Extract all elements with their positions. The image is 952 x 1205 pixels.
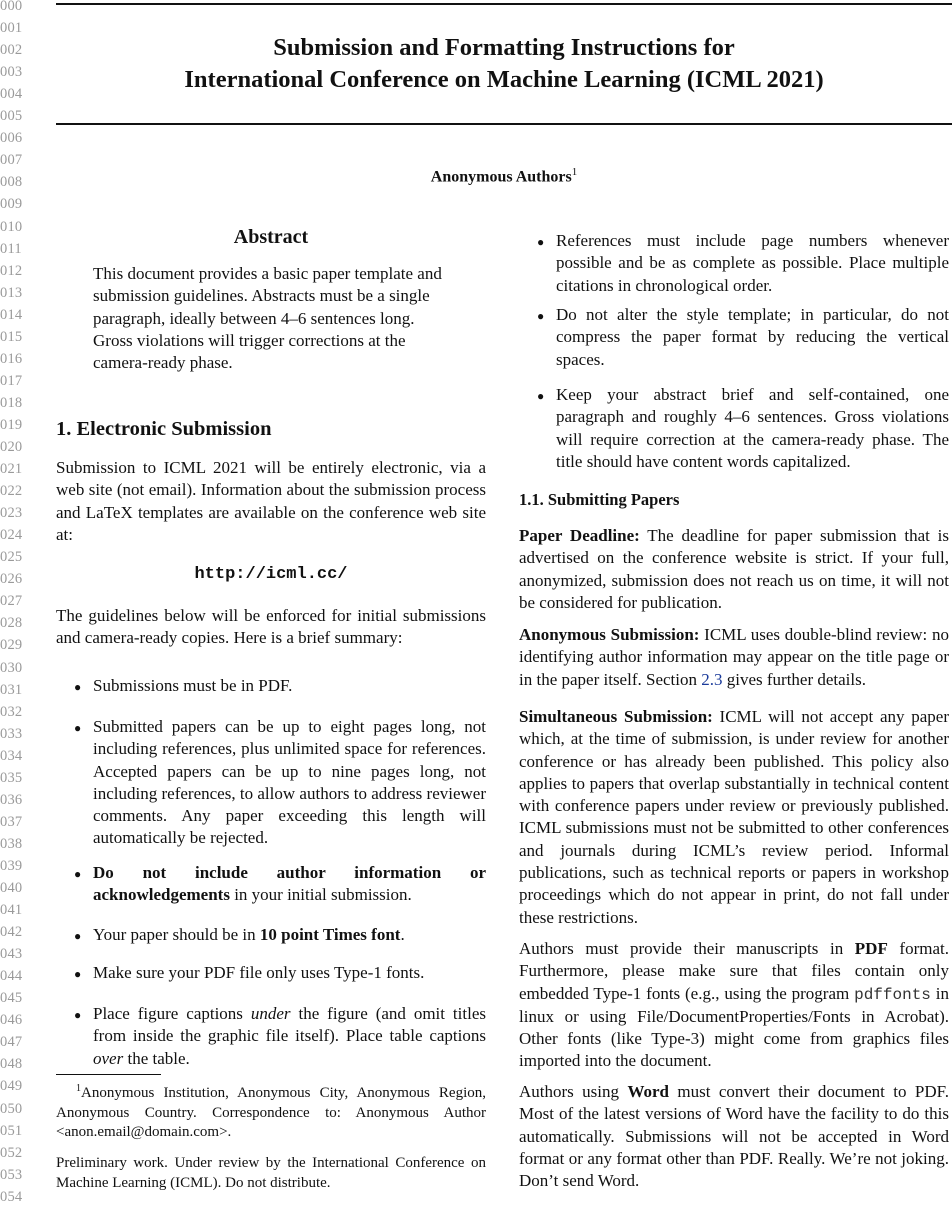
line-number: 007	[0, 152, 23, 169]
line-number: 048	[0, 1056, 23, 1073]
line-number: 028	[0, 615, 23, 632]
bullet-icon: ●	[537, 235, 545, 249]
simul-text: ICML will not accept any paper which, at the time of submission, is under review for another conference or has already been published. This policy also applies to papers that overlap substantially in technical content with conference papers under review or previously published. ICML submissions must not be submitted to other conferences and journals during ICML’s review period. Informal publications, such as technical reports or papers in workshop proceedings which do not appear in print, do not fall under these restrictions.	[519, 707, 949, 927]
anon-text-post: gives further details.	[722, 669, 866, 689]
footnote	[56, 1079, 486, 1143]
line-number: 006	[0, 130, 23, 147]
anonymous-paragraph	[519, 624, 949, 691]
line-number: 022	[0, 483, 23, 500]
line-number: 024	[0, 527, 23, 544]
captions-pre: Place figure captions	[93, 1004, 251, 1023]
line-number: 033	[0, 725, 23, 742]
line-number: 040	[0, 880, 23, 896]
line-number: 037	[0, 813, 23, 830]
line-number: 038	[0, 835, 23, 852]
word-paragraph	[519, 1081, 949, 1192]
line-number: 045	[0, 990, 23, 1007]
line-number: 030	[0, 659, 23, 676]
title-line-2: International Conference on Machine Learning (ICML 2021)	[184, 66, 824, 93]
line-number: 046	[0, 1012, 23, 1029]
deadline-paragraph	[519, 525, 949, 614]
pdf-mid: format. Furthermore, please make sure that files contain only embedded Type-1 fonts (e.g., using the program	[519, 939, 949, 1003]
pdf-bold: PDF	[854, 939, 888, 958]
list-item-pdf: Submissions must be in PDF.	[93, 676, 293, 695]
abstract-text: This document provides a basic paper template and submission guidelines. Abstracts must be a single paragraph, ideally between 4–6 sentences long. Gross violations will trigger corrections at the camera-ready phase.	[93, 264, 442, 373]
line-number: 031	[0, 681, 23, 698]
captions-em-over: over	[93, 1048, 124, 1068]
conference-url[interactable]: http://icml.cc/	[194, 565, 348, 584]
list-item-page-limit: Submitted papers can be up to eight pages long, not including references, plus unlimited space for references. Accepted papers can be up to nine pages long, not including references, to allow authors to address reviewer comments. Any paper exceeding this length will automatically be rejected.	[93, 717, 486, 848]
list-item-abstract: Keep your abstract brief and self-contained, one paragraph and roughly 4–6 sentences. Gross violations will require correction at the camera-ready phase. The title should have content words capitalized.	[556, 385, 949, 471]
pdf-pre: Authors must provide their manuscripts in	[519, 939, 855, 958]
section-1-intro	[56, 457, 486, 546]
line-number: 020	[0, 439, 23, 455]
line-number: 011	[0, 240, 22, 257]
line-number: 052	[0, 1144, 23, 1161]
line-number: 053	[0, 1166, 23, 1183]
pdffonts-code: pdffonts	[854, 985, 931, 1004]
line-number: 029	[0, 637, 23, 654]
bullet-icon: ●	[537, 389, 545, 403]
bullet-icon: ●	[74, 929, 82, 943]
bullet-icon: ●	[74, 867, 82, 881]
deadline-label: Paper Deadline:	[519, 526, 640, 545]
bullet-icon: ●	[74, 967, 82, 981]
line-number: 023	[0, 505, 23, 522]
latex-logo: LaTeX	[85, 502, 133, 522]
footnote-rule	[56, 1074, 161, 1075]
section-1-heading: 1. Electronic Submission	[56, 418, 272, 440]
simul-label: Simultaneous Submission:	[519, 707, 713, 726]
word-post: must convert their document to PDF. Most of the latest versions of Word have the facility to do this automatically. Submissions will not be accepted in Word format or any format other than PDF. Really. We’re not joking. Don’t send Word.	[519, 1082, 949, 1191]
line-number: 002	[0, 42, 23, 59]
anon-text: ICML uses double-blind review: no identifying author information may appear on the title page or in the paper itself. Section	[519, 625, 949, 689]
list-item-captions	[93, 1003, 486, 1070]
simultaneous-paragraph	[519, 706, 949, 929]
captions-mid: the figure (and omit titles from inside the graphic file itself). Place table captions	[93, 1004, 486, 1046]
intro-text-cont: templates are available on the conference web site at:	[56, 502, 487, 544]
captions-post: the table.	[123, 1048, 190, 1068]
line-number: 042	[0, 924, 23, 941]
author-line	[56, 166, 952, 186]
list-item-style-template: Do not alter the style template; in particular, do not compress the paper format by reducing the vertical spaces.	[556, 305, 949, 369]
line-number: 009	[0, 196, 23, 213]
line-number: 044	[0, 968, 23, 985]
line-number: 047	[0, 1034, 23, 1051]
line-number: 039	[0, 857, 23, 874]
bullet-icon: ●	[74, 1008, 82, 1022]
font-bold: 10 point Times font	[259, 925, 401, 944]
line-number: 017	[0, 372, 23, 389]
word-pre: Authors using	[519, 1082, 628, 1101]
captions-em-under: under	[250, 1004, 291, 1023]
line-number: 008	[0, 174, 23, 191]
pdf-post: in linux or using File/DocumentProperties/Fonts in Acrobat). Other fonts (like Type-3) might come from graphics files imported into the document.	[519, 983, 949, 1071]
footnote-text: Anonymous Institution, Anonymous City, Anonymous Region, Anonymous Country. Correspondence to: Anonymous Author <anon.email@domain.com>.	[56, 1085, 486, 1140]
paper-title	[56, 32, 952, 96]
line-number: 054	[0, 1188, 23, 1205]
line-number: 003	[0, 64, 23, 81]
line-number: 043	[0, 946, 23, 963]
footnote-mark: 1	[76, 1083, 81, 1094]
line-number: 051	[0, 1122, 23, 1139]
line-number: 001	[0, 20, 23, 37]
line-number: 025	[0, 549, 23, 566]
line-number: 021	[0, 461, 23, 478]
bullet-icon: ●	[74, 721, 82, 735]
line-number: 032	[0, 703, 23, 720]
top-rule	[56, 3, 952, 5]
line-number: 049	[0, 1078, 23, 1095]
line-number: 005	[0, 108, 23, 125]
authors: Anonymous Authors	[430, 168, 572, 186]
list-item-type1: Make sure your PDF file only uses Type-1 fonts.	[93, 963, 425, 982]
list-item-references: References must include page numbers whenever possible and be as complete as possible. Place multiple citations in chronological order.	[556, 231, 949, 295]
intro-text: Submission to ICML 2021 will be entirely electronic, via a web site (not email). Information about the submission process and	[56, 458, 486, 522]
font-post: .	[400, 925, 405, 944]
line-number: 027	[0, 593, 23, 610]
line-number: 013	[0, 284, 23, 301]
line-number: 035	[0, 769, 23, 786]
line-number: 019	[0, 416, 23, 433]
line-number: 036	[0, 791, 23, 808]
author-footnote-mark: 1	[571, 166, 578, 178]
line-number: 012	[0, 262, 23, 279]
font-pre: Your paper should be in	[93, 925, 260, 944]
list-item-author-info	[93, 862, 486, 907]
author-info-rest: in your initial submission.	[229, 885, 412, 905]
subsection-heading: 1.1. Submitting Papers	[519, 490, 680, 509]
title-bottom-rule	[56, 123, 952, 125]
line-number: 015	[0, 328, 23, 345]
list-item-font	[93, 924, 486, 946]
line-number: 016	[0, 350, 23, 367]
line-number: 010	[0, 218, 23, 235]
bullet-icon: ●	[537, 309, 545, 323]
pdf-paragraph	[519, 938, 949, 1073]
abstract-heading: Abstract	[233, 226, 309, 248]
author-info-bold: Do not include author information or acknowledgements	[93, 863, 486, 905]
deadline-text: The deadline for paper submission that is advertised on the conference website is strict. If your full, anonymized, submission does not reach us on time, it will not be considered for publication.	[519, 526, 949, 612]
title-line-1: Submission and Formatting Instructions for	[273, 34, 735, 61]
line-number: 026	[0, 571, 23, 588]
guidelines-intro: The guidelines below will be enforced for initial submissions and camera-ready copies. Here is a brief summary:	[56, 606, 486, 648]
line-number: 018	[0, 394, 23, 411]
section-ref-link[interactable]: 2.3	[701, 669, 723, 689]
line-number: 050	[0, 1100, 23, 1117]
anon-label: Anonymous Submission:	[519, 625, 700, 644]
word-bold: Word	[627, 1082, 669, 1101]
bullet-icon: ●	[74, 680, 82, 694]
line-number: 004	[0, 86, 23, 103]
line-number: 000	[0, 0, 23, 14]
line-number: 041	[0, 902, 23, 919]
line-number: 014	[0, 306, 23, 323]
preliminary-notice: Preliminary work. Under review by the International Conference on Machine Learning (ICML). Do not distribute.	[56, 1155, 486, 1191]
line-number: 034	[0, 747, 23, 764]
